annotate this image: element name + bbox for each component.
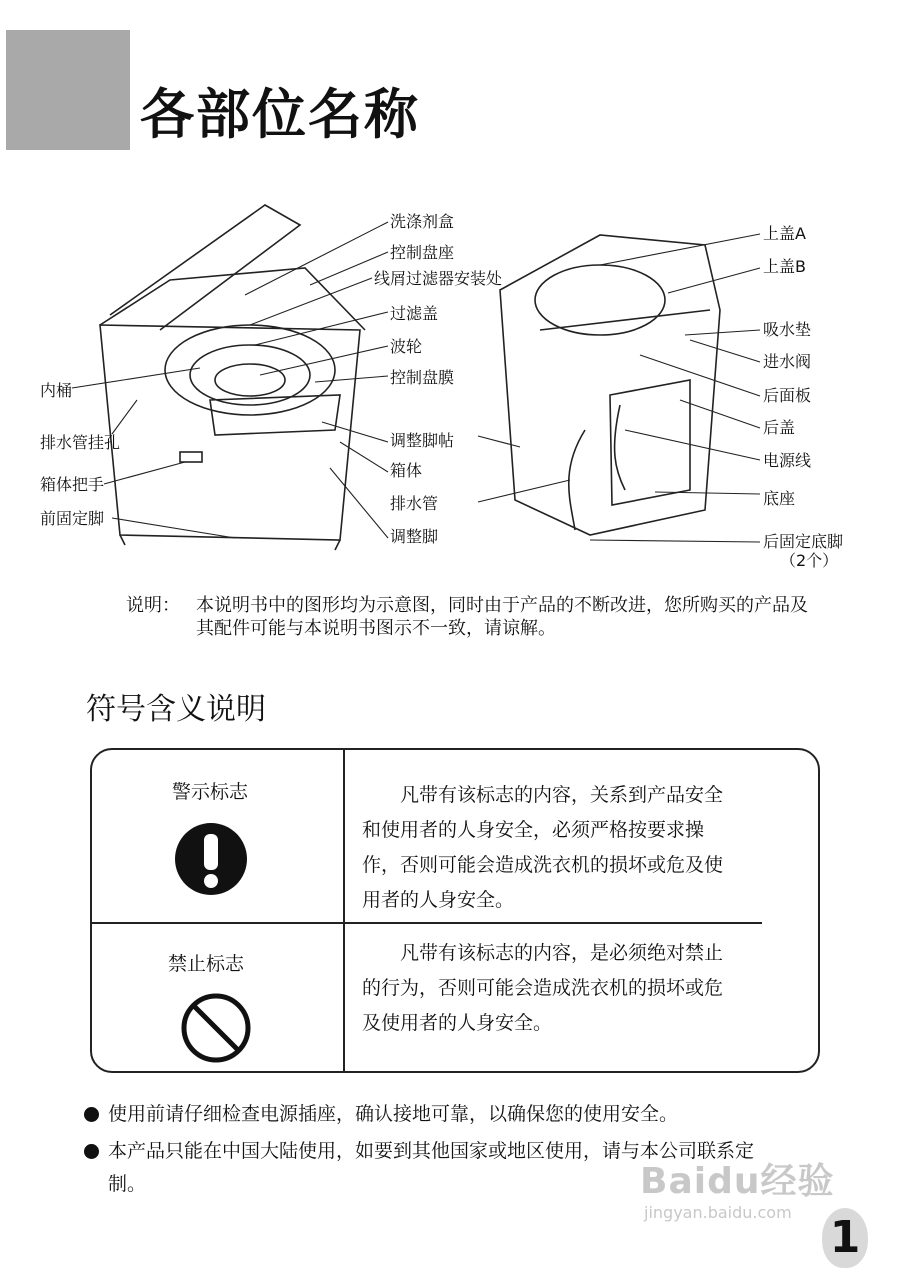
label-back-cover: 后盖 <box>763 418 796 437</box>
label-pulsator: 波轮 <box>390 337 423 356</box>
header-gray-block <box>6 30 130 150</box>
symbols-table-divider-horizontal <box>90 922 762 924</box>
page-number: 1 <box>822 1208 868 1268</box>
label-filter-cover: 过滤盖 <box>390 304 439 323</box>
note-body: 本说明书中的图形均为示意图，同时由于产品的不断改进，您所购买的产品及其配件可能与本说明书图示不一致，请谅解。 <box>196 595 808 639</box>
prohibition-icon <box>180 992 252 1064</box>
prohibition-symbol-name: 禁止标志 <box>168 953 245 975</box>
label-inner-tub: 内桶 <box>40 381 73 400</box>
symbols-table-divider-vertical <box>343 748 345 1073</box>
label-drain-hose: 排水管 <box>390 494 439 513</box>
label-rear-foot: 后固定底脚 <box>763 532 844 551</box>
bullet-item <box>84 1098 784 1131</box>
label-top-cover-b: 上盖B <box>763 257 806 276</box>
label-adjust-foot-pad: 调整脚帖 <box>390 431 455 450</box>
label-detergent-box: 洗涤剂盒 <box>390 212 455 231</box>
label-control-panel-film: 控制盘膜 <box>390 368 455 387</box>
label-suction-pad: 吸水垫 <box>763 320 812 339</box>
label-back-panel: 后面板 <box>763 386 812 405</box>
label-base: 底座 <box>763 489 796 508</box>
label-rear-foot-qty: （2个） <box>780 551 839 570</box>
warning-symbol-name: 警示标志 <box>172 781 249 803</box>
label-inlet-valve: 进水阀 <box>763 352 812 371</box>
label-front-foot: 前固定脚 <box>40 509 105 528</box>
rear-machine-illustration <box>500 235 720 535</box>
label-power-cord: 电源线 <box>763 451 812 470</box>
watermark-url: jingyan.baidu.com <box>644 1203 792 1222</box>
label-cabinet-handle: 箱体把手 <box>40 475 105 494</box>
watermark-logo: Baidu经验 <box>640 1161 835 1202</box>
bullet-dot-icon <box>84 1107 99 1122</box>
symbols-section-title: 符号含义说明 <box>86 692 266 727</box>
page-title: 各部位名称 <box>140 83 420 146</box>
bullet-text: 本产品只能在中国大陆使用，如要到其他国家或地区使用，请与本公司联系定制。 <box>108 1140 755 1195</box>
label-drain-hose-hook-hole: 排水管挂孔 <box>40 433 121 452</box>
label-adjust-foot: 调整脚 <box>390 527 439 546</box>
warning-symbol-description: 凡带有该标志的内容，关系到产品安全和使用者的人身安全，必须严格按要求操作，否则可能会造成洗衣机的损坏或危及使用者的人身安全。 <box>362 784 724 911</box>
label-control-panel-base: 控制盘座 <box>390 243 455 262</box>
bullet-dot-icon <box>84 1144 99 1159</box>
warning-exclamation-icon <box>174 822 248 896</box>
bullet-text: 使用前请仔细检查电源插座，确认接地可靠，以确保您的使用安全。 <box>108 1103 679 1125</box>
label-lint-filter-mount: 线屑过滤器安装处 <box>374 269 503 288</box>
label-cabinet: 箱体 <box>390 461 423 480</box>
note-head: 说明： <box>126 595 180 616</box>
baidu-watermark <box>640 1160 850 1230</box>
label-top-cover-a: 上盖A <box>763 224 806 243</box>
prohibition-symbol-description: 凡带有该标志的内容，是必须绝对禁止的行为，否则可能会造成洗衣机的损坏或危及使用者的人身安全。 <box>362 942 724 1034</box>
